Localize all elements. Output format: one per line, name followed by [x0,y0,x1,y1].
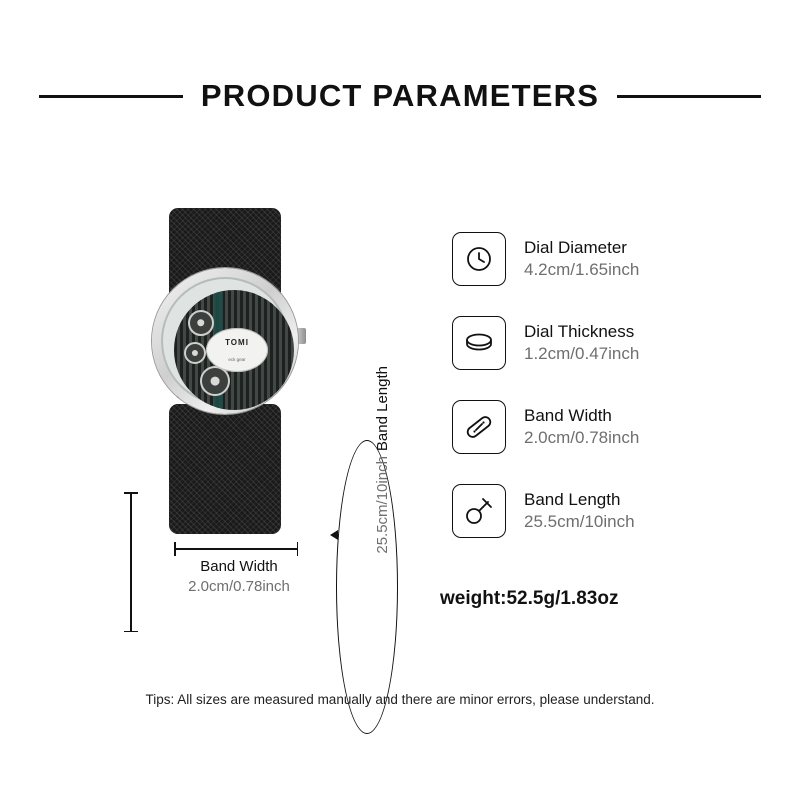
spec-label: Dial Thickness [524,322,635,342]
spec-label: Band Width [524,406,612,426]
header-rule-right [617,95,761,98]
dial-gear-1 [188,310,214,336]
watch-case [152,268,298,414]
spec-text-band-width [524,405,639,448]
band-length-arrow [330,530,338,540]
spec-value: 1.2cm/0.47inch [524,343,640,363]
spec-row-band-width [452,396,772,458]
header-rule-left [39,95,183,98]
caliper-cap-bottom [124,631,138,633]
spec-list [452,228,772,564]
band-width-label: Band Width [200,558,278,575]
dial-subdial [206,328,268,372]
watch-dial-icon [452,232,506,286]
dial-diameter-caliper [124,492,138,632]
spec-text-band-length [524,489,635,532]
band-width-caliper [174,542,298,556]
spec-text-dial-diameter [524,237,639,280]
spec-value: 25.5cm/10inch [524,511,635,531]
band-width-label-group [164,558,314,595]
band-length-icon [452,484,506,538]
watch-sub-text: eck gear [228,357,246,362]
spec-label: Band Length [524,490,621,510]
spec-value: 4.2cm/1.65inch [524,259,640,279]
watch-illustration [150,208,300,534]
caliper-line [130,492,132,632]
band-length-value: 25.5cm/10inch [374,456,391,554]
spec-row-band-length [452,480,772,542]
band-width-value: 2.0cm/0.78inch [188,578,290,595]
page-title: PRODUCT PARAMETERS [200,78,600,113]
band-length-label-group [374,366,391,554]
spec-value: 2.0cm/0.78inch [524,427,640,447]
dial-thickness-icon [452,316,506,370]
band-length-label: Band Length [374,366,391,452]
caliper-line-horizontal [174,548,298,550]
spec-row-dial-diameter [452,228,772,290]
spec-text-dial-thickness [524,321,639,364]
watch-diagram [88,200,408,600]
caliper-cap-right [297,542,299,556]
watch-dial [174,290,294,410]
weight-text: weight:52.5g/1.83oz [440,588,619,609]
page-header [0,78,800,114]
strap-texture-bottom [169,404,281,534]
spec-label: Dial Diameter [524,238,627,258]
watch-bezel [161,277,289,405]
band-width-icon [452,400,506,454]
spec-row-dial-thickness [452,312,772,374]
watch-brand-text: TOMI [225,338,249,347]
dial-gear-2 [184,342,206,364]
watch-strap-bottom [169,404,281,534]
tips-note: Tips: All sizes are measured manually and there are minor errors, please understand. [145,692,655,707]
